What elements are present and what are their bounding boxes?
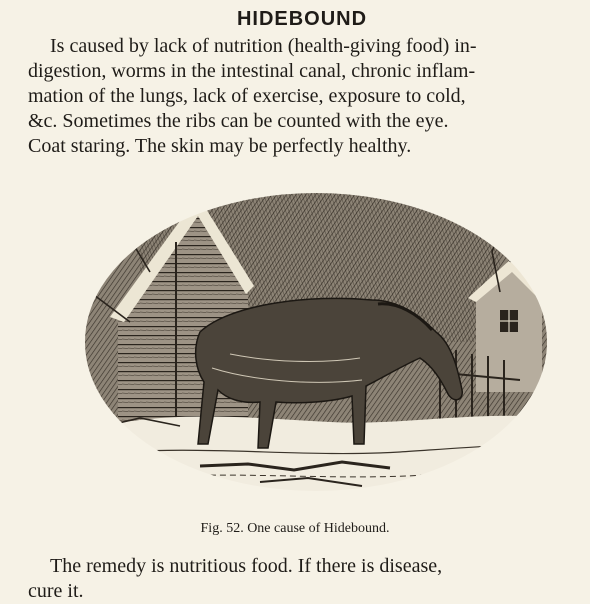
page-title: HIDEBOUND [236,8,368,30]
figure-caption: Fig. 52. One cause of Hidebound. [200,521,390,536]
lead-paragraph [28,34,576,159]
paragraph-line: The remedy is nutritious food. If there is disease, [50,555,443,577]
paragraph-line: digestion, worms in the intestinal canal, chronic inflam- [28,60,476,82]
paragraph-line: Coat staring. The skin may be perfectly healthy. [28,135,412,157]
paragraph-line: cure it. [28,580,84,602]
paragraph-line: Is caused by lack of nutrition (health-giving food) in- [50,35,477,57]
engraving-illustration [80,182,552,512]
engraving-figure [80,182,552,512]
paragraph-line: &c. Sometimes the ribs can be counted with the eye. [28,110,449,132]
paragraph-line: mation of the lungs, lack of exercise, exposure to cold, [28,85,466,107]
closing-paragraph [28,554,576,604]
